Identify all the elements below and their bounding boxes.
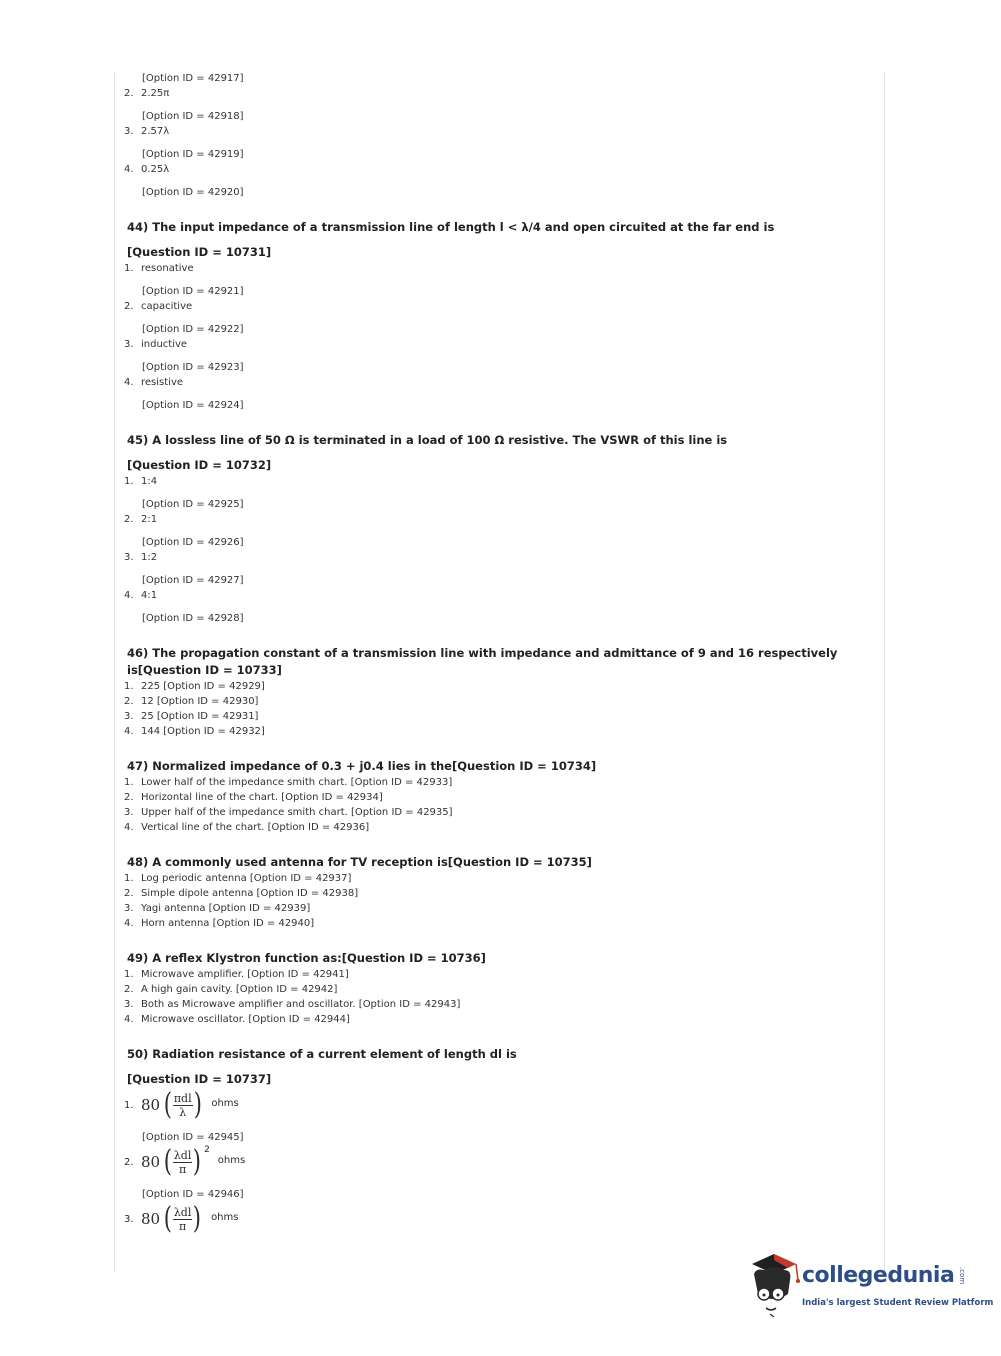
formula-coefficient: 80: [141, 1096, 161, 1114]
page-content: [124, 71, 872, 1236]
question-49: [124, 950, 872, 1027]
question-text: 48) A commonly used antenna for TV reception is[Question ID = 10735]: [127, 855, 592, 869]
formula-unit: ohms: [211, 1211, 239, 1223]
option-id: [Option ID = 42927]: [142, 575, 244, 586]
brand-domain: .com: [958, 1267, 966, 1285]
fraction-denominator: π: [178, 1219, 187, 1233]
question-text: 49) A reflex Klystron function as:[Question ID = 10736]: [127, 951, 486, 965]
option-id: [Option ID = 42945]: [142, 1132, 244, 1143]
question-46: [124, 645, 872, 739]
option-item: 3. 80 ( $\frac{\text{λdl}}{\pi}$ ) ohms: [124, 1201, 239, 1236]
question-id: [Question ID = 10732]: [127, 458, 272, 472]
option-item: 4. 144 [Option ID = 42932]: [124, 726, 265, 737]
option-id: [Option ID = 42946]: [142, 1189, 244, 1200]
question-text: 50) Radiation resistance of a current element of length dl is: [127, 1047, 517, 1061]
option-item: 4. 0.25λ: [124, 164, 170, 175]
fraction-numerator: πdl: [173, 1091, 192, 1105]
option-item: 1. resonative: [124, 263, 194, 274]
left-paren: (: [163, 1144, 173, 1179]
question-id: [Question ID = 10737]: [127, 1072, 272, 1086]
fraction-numerator: λdl: [173, 1205, 192, 1219]
question-text: 47) Normalized impedance of 0.3 + j0.4 lies in the[Question ID = 10734]: [127, 759, 597, 773]
q43-continuation: [124, 71, 872, 200]
formula-unit: ohms: [211, 1097, 239, 1109]
collegedunia-logo[interactable]: [744, 1250, 994, 1320]
option-item: 4. Vertical line of the chart. [Option ID = 42936]: [124, 822, 370, 833]
formula-exponent: 2: [204, 1145, 210, 1155]
option-id: [Option ID = 42917]: [142, 73, 244, 84]
formula-coefficient: 80: [141, 1153, 161, 1171]
option-item: 2. 12 [Option ID = 42930]: [124, 696, 259, 707]
fraction-denominator: π: [178, 1162, 187, 1176]
question-text: 46) The propagation constant of a transmission line with impedance and admittance of 9 and 16 respectively is[Question ID = 10733]: [127, 646, 838, 677]
question-45: [124, 432, 872, 626]
option-id: [Option ID = 42928]: [142, 613, 244, 624]
left-paren: (: [163, 1201, 173, 1236]
formula-fraction: [173, 1206, 193, 1233]
option-item: 2. Horizontal line of the chart. [Option ID = 42934]: [124, 792, 383, 803]
option-id: [Option ID = 42919]: [142, 149, 244, 160]
question-id: [Question ID = 10731]: [127, 245, 272, 259]
option-item: 3. inductive: [124, 339, 188, 350]
option-id: [Option ID = 42920]: [142, 187, 244, 198]
formula-coefficient: 80: [141, 1210, 161, 1228]
brand-name: collegedunia: [802, 1263, 955, 1288]
formula-fraction: [173, 1092, 193, 1119]
option-item: 2. 2.25π: [124, 88, 170, 99]
option-id: [Option ID = 42926]: [142, 537, 244, 548]
formula-unit: ohms: [217, 1154, 246, 1166]
right-paren: ): [193, 1144, 202, 1179]
option-item: 4. Microwave oscillator. [Option ID = 42944]: [124, 1014, 350, 1025]
option-id: [Option ID = 42918]: [142, 111, 244, 122]
option-item: 3. 25 [Option ID = 42931]: [124, 711, 259, 722]
option-item: 4. resistive: [124, 377, 184, 388]
option-item: 2. Simple dipole antenna [Option ID = 42938]: [124, 888, 359, 899]
option-item: 1. Log periodic antenna [Option ID = 42937]: [124, 873, 352, 884]
question-47: [124, 758, 872, 835]
option-item: 3. Both as Microwave amplifier and oscillator. [Option ID = 42943]: [124, 999, 461, 1010]
option-item: 1. Microwave amplifier. [Option ID = 42941]: [124, 969, 349, 980]
option-item: 3. Yagi antenna [Option ID = 42939]: [124, 903, 311, 914]
right-paren: ): [193, 1087, 202, 1122]
brand-tagline: India's largest Student Review Platform: [802, 1298, 994, 1308]
option-item: 3. 1:2: [124, 552, 158, 563]
right-margin-rule: [884, 72, 885, 1272]
option-id: [Option ID = 42921]: [142, 286, 244, 297]
option-id: [Option ID = 42924]: [142, 400, 244, 411]
formula-fraction: [173, 1149, 193, 1176]
mascot-icon: [744, 1250, 802, 1320]
option-item: 2. A high gain cavity. [Option ID = 42942]: [124, 984, 338, 995]
right-paren: ): [193, 1201, 202, 1236]
left-paren: (: [163, 1087, 173, 1122]
question-text: 44) The input impedance of a transmission line of length l < λ/4 and open circuited at the far end is: [127, 220, 775, 234]
question-48: [124, 854, 872, 931]
option-item: 1. 80 ( $\frac{\text{πdl}}{\lambda}$ ) ohms: [124, 1087, 239, 1122]
option-item: 2. 2:1: [124, 514, 158, 525]
fraction-denominator: λ: [179, 1105, 187, 1119]
option-id: [Option ID = 42925]: [142, 499, 244, 510]
question-44: [124, 219, 872, 413]
question-text: 45) A lossless line of 50 Ω is terminated in a load of 100 Ω resistive. The VSWR of this line is: [127, 433, 728, 447]
option-item: 2. capacitive: [124, 301, 193, 312]
option-item: 1. 225 [Option ID = 42929]: [124, 681, 265, 692]
option-item: 2. 80 ( $\frac{\text{λdl}}{\pi}$ ) 2 ohms: [124, 1144, 246, 1179]
option-item: 3. 2.57λ: [124, 126, 170, 137]
option-item: 1. Lower half of the impedance smith chart. [Option ID = 42933]: [124, 777, 453, 788]
option-item: 4. 4:1: [124, 590, 158, 601]
option-item: 3. Upper half of the impedance smith chart. [Option ID = 42935]: [124, 807, 453, 818]
question-50: [124, 1046, 872, 1236]
fraction-numerator: λdl: [173, 1148, 192, 1162]
option-id: [Option ID = 42922]: [142, 324, 244, 335]
option-item: 1. 1:4: [124, 476, 158, 487]
option-item: 4. Horn antenna [Option ID = 42940]: [124, 918, 315, 929]
left-margin-rule: [114, 72, 115, 1272]
option-id: [Option ID = 42923]: [142, 362, 244, 373]
